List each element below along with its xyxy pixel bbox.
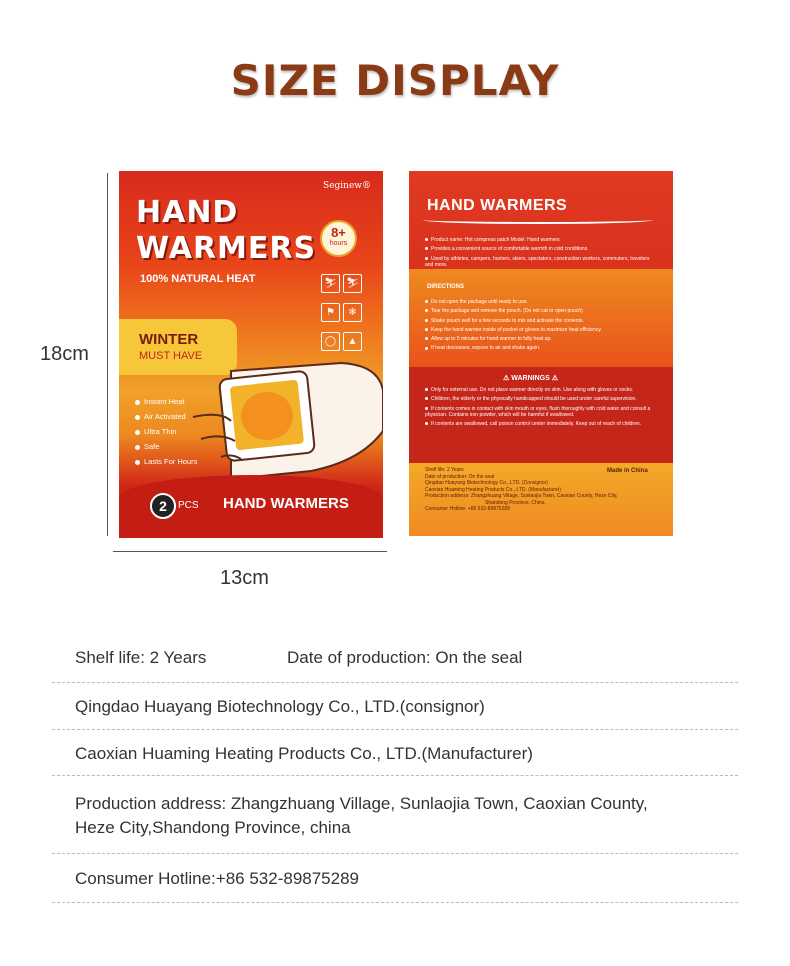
feature-list (135, 397, 197, 472)
footer-line: Shelf life: 2 Years (425, 467, 464, 473)
footer-line: Consumer Hotline: +86 532-89875289 (425, 506, 510, 512)
divider (52, 682, 738, 683)
feature-item: Ultra Thin (135, 427, 197, 436)
direction-item: Keep the hand warmer inside of pocket or gloves to maximize heat efficiency. (425, 327, 657, 333)
footer-line: Production address: Zhangzhuang Village, Sunlaojia Town, Caoxian County, Heze City, (425, 493, 618, 499)
direction-item: Shake pouch well for a few seconds to mix and activate the contents. (425, 318, 657, 324)
warning-triangle-icon: ⚠ (551, 375, 558, 382)
product-info-line: Provides a convenient source of comfortable warmth in cold conditions. (425, 246, 657, 252)
height-label: 18cm (40, 343, 89, 365)
back-footer-text (425, 467, 625, 513)
manufacturer: Caoxian Huaming Heating Products Co., LTD.(Manufacturer) (75, 744, 533, 763)
warning-triangle-icon: ⚠ (503, 375, 510, 382)
product-info-line: Used by athletes, campers, hunters, skiers, spectators, construction workers, commuters, travelers and more. (425, 256, 657, 269)
direction-item: Allow up to 5 minutes for hand warmer to fully heat up. (425, 336, 657, 342)
running-icon: ⚑ (321, 303, 340, 322)
product-info-list (425, 237, 657, 271)
warnings-heading (503, 374, 558, 382)
production-address-line2: Heze City,Shandong Province, china (75, 818, 351, 837)
footer-line: Date of production: On the seal (425, 473, 495, 480)
warnings-list (425, 387, 657, 430)
hand-with-warmer-illustration (191, 361, 383, 481)
activity-icons (321, 273, 367, 360)
feature-item: Lasts For Hours (135, 457, 197, 466)
divider (52, 775, 738, 776)
production-address-line1: Production address: Zhangzhuang Village, Sunlaojia Town, Caoxian County, (75, 794, 648, 813)
warning-item: If contents are swallowed, call poison control center immediately. Keep out of reach of children. (425, 421, 657, 427)
feature-item: Air Activated (135, 412, 197, 421)
width-dimension-line (113, 551, 387, 552)
directions-list (425, 299, 657, 355)
warning-item: Children, the elderly or the physically handicapped should be used under careful supervision. (425, 396, 657, 402)
footer-line: Shandong Province, China (485, 499, 545, 506)
divider (52, 853, 738, 854)
hours-badge (320, 220, 357, 257)
page-title: SIZE DISPLAY (230, 56, 560, 105)
footer-line: Caoxian Huaming Heating Products Co., LTD. (Manufacturer) (425, 486, 562, 493)
divider (52, 902, 738, 903)
directions-heading: DIRECTIONS (427, 284, 465, 290)
consumer-hotline: Consumer Hotline:+86 532-89875289 (75, 869, 360, 888)
direction-item: Do not open the package until ready to use. (425, 299, 657, 305)
snowboard-icon: ❄ (343, 303, 362, 322)
badge-unit: hours (329, 240, 348, 247)
consignor: Qingdao Huayang Biotechnology Co., LTD.(consignor) (75, 697, 485, 716)
warnings-title: WARNINGS (511, 375, 550, 382)
camping-icon: ▲ (343, 332, 362, 351)
back-title: HAND WARMERS (427, 197, 568, 214)
front-bottom-label: HAND WARMERS (223, 495, 349, 512)
brand-logo: Seginew® (323, 181, 371, 191)
feature-item: Safe (135, 442, 197, 451)
must-have-label: MUST HAVE (139, 350, 203, 362)
warning-item: If contents comes in contact with skin mouth or eyes, flush thoroughly with cold water and consult a physician. Contains iron powder, which will be harmful if swallowed. (425, 406, 657, 419)
made-in-label: Made in China (607, 468, 648, 474)
pcs-label: PCS (178, 500, 199, 511)
back-title-underline (423, 216, 653, 224)
front-subtitle: 100% NATURAL HEAT (140, 273, 256, 285)
front-title-line2: WARMERS (136, 231, 317, 266)
winter-label: WINTER (139, 331, 199, 348)
badge-number: 8+ (331, 225, 346, 240)
shelf-life: Shelf life: 2 Years (75, 648, 207, 667)
front-pack-image (119, 171, 383, 538)
pcs-count: 2 (150, 493, 176, 519)
direction-item: If heat decreases, expose to air and shake again. (425, 345, 657, 351)
warning-item: Only for external use. Do not place warmer directly on skin. Use along with gloves or socks. (425, 387, 657, 393)
width-label: 13cm (220, 567, 269, 589)
product-info-line: Product name: Hot compress patch Model: Hand warmers (425, 237, 657, 243)
cycling-icon: ◯ (321, 332, 340, 351)
back-pack-image (409, 171, 673, 536)
date-of-production: Date of production: On the seal (287, 648, 523, 667)
height-dimension-line (107, 173, 108, 536)
feature-item: Instant Heat (135, 397, 197, 406)
skiing-icon: ⛷ (343, 274, 362, 293)
hiking-icon: ⛷ (321, 274, 340, 293)
divider (52, 729, 738, 730)
footer-line: Qingdao Huayang Biotechnology Co., LTD. (Consignor) (425, 480, 549, 486)
front-title-line1: HAND (136, 195, 239, 230)
direction-item: Tear the package and remove the pouch. (Do not cut or open pouch) (425, 308, 657, 314)
